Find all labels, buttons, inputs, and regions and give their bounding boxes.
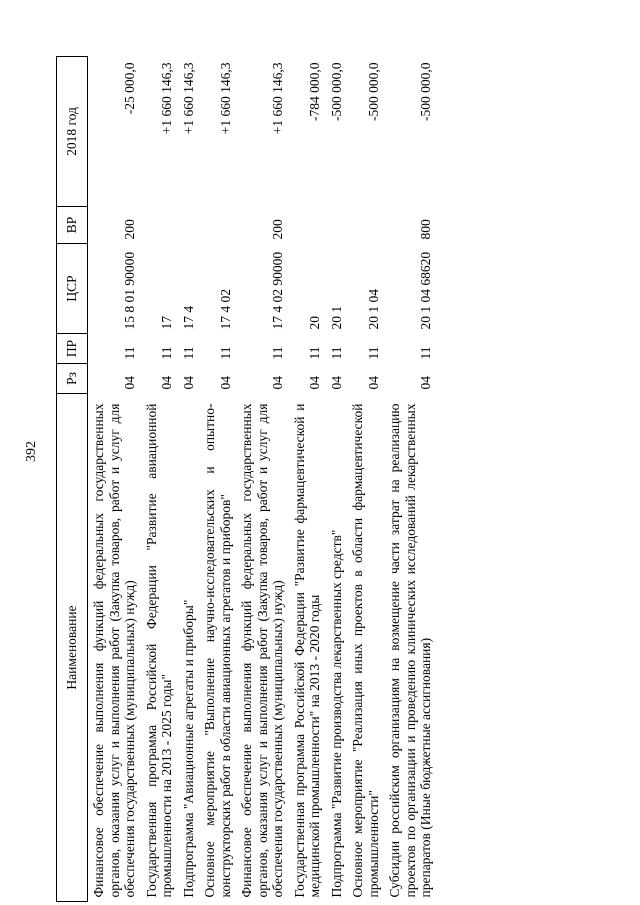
row-csr: 20 1 04 68620 bbox=[418, 251, 433, 330]
table-row bbox=[141, 57, 178, 902]
row-rz: 04 bbox=[307, 376, 322, 390]
row-vr bbox=[326, 207, 348, 244]
row-pr: 11 bbox=[418, 346, 433, 360]
row-rz: 04 bbox=[122, 376, 137, 390]
row-pr: 11 bbox=[159, 346, 174, 360]
row-vr bbox=[289, 207, 326, 244]
row-sum: -25 000,0 bbox=[122, 62, 137, 115]
row-csr: 17 4 02 bbox=[217, 289, 233, 330]
table-row bbox=[199, 57, 236, 902]
header-rz: Рз bbox=[57, 364, 88, 394]
row-rz: 04 bbox=[328, 376, 344, 390]
header-sum: 2018 год bbox=[57, 57, 88, 207]
row-vr bbox=[199, 207, 236, 244]
row-name: Финансовое обеспечение выполнения функций федеральных государственных органов, оказания услуг и выполнения работ (Закупка товаров, работ и услуг для обеспечения государственных (муниципальных) нужд) bbox=[239, 403, 285, 898]
table-row bbox=[289, 57, 326, 902]
row-rz: 04 bbox=[180, 376, 196, 390]
row-csr: 20 bbox=[307, 316, 322, 330]
row-vr: 200 bbox=[270, 219, 285, 240]
row-name: Основное мероприятие "Реализация иных проектов в области фармацевтической промышленности" bbox=[350, 403, 381, 898]
row-vr bbox=[347, 207, 384, 244]
row-rz: 04 bbox=[159, 376, 174, 390]
row-name: Субсидии российским организациям на возмещение части затрат на реализацию проектов по организации и проведению клинических исследований лекарственных препаратов (Иные бюджетные ассигнования) bbox=[387, 403, 433, 898]
budget-table bbox=[56, 56, 437, 902]
table-row bbox=[384, 57, 437, 902]
row-sum: +1 660 146,3 bbox=[270, 62, 285, 135]
row-vr bbox=[178, 207, 200, 244]
row-rz: 04 bbox=[270, 376, 285, 390]
row-pr: 11 bbox=[365, 346, 381, 360]
row-csr: 17 4 02 90000 bbox=[270, 251, 285, 330]
table-row bbox=[88, 57, 141, 902]
row-csr: 17 bbox=[159, 316, 174, 330]
row-vr: 800 bbox=[418, 219, 433, 240]
row-csr: 20 1 bbox=[328, 305, 344, 330]
table-row bbox=[347, 57, 384, 902]
row-csr: 20 1 04 bbox=[365, 289, 381, 330]
row-name: Подпрограмма "Авиационные агрегаты и приборы" bbox=[180, 599, 196, 898]
row-vr bbox=[141, 207, 178, 244]
row-pr: 11 bbox=[328, 346, 344, 360]
row-pr: 11 bbox=[217, 346, 233, 360]
header-name: Наименование bbox=[57, 394, 88, 902]
row-vr: 200 bbox=[122, 219, 137, 240]
row-sum: -500 000,0 bbox=[328, 62, 344, 121]
row-csr: 15 8 01 90000 bbox=[122, 251, 137, 330]
row-sum: -500 000,0 bbox=[418, 62, 433, 121]
row-sum: -500 000,0 bbox=[365, 62, 381, 121]
row-pr: 11 bbox=[307, 346, 322, 360]
row-name: Государственная программа Российской Федерации "Развитие авиационной промышленности на 2013 - 2025 годы" bbox=[143, 403, 174, 898]
row-pr: 11 bbox=[180, 346, 196, 360]
page-number: 392 bbox=[24, 441, 39, 462]
rotated-table-container bbox=[56, 57, 583, 902]
row-rz: 04 bbox=[418, 376, 433, 390]
header-pr: ПР bbox=[57, 334, 88, 364]
row-sum: -784 000,0 bbox=[307, 62, 322, 121]
row-sum: +1 660 146,3 bbox=[159, 62, 174, 135]
row-name: Государственная программа Российской Федерации "Развитие фармацевтической и медицинской промышленности" на 2013 - 2020 годы bbox=[291, 403, 322, 898]
row-csr: 17 4 bbox=[180, 305, 196, 330]
table-row bbox=[236, 57, 289, 902]
row-pr: 11 bbox=[270, 346, 285, 360]
row-rz: 04 bbox=[365, 376, 381, 390]
row-name: Основное мероприятие "Выполнение научно-исследовательских и опытно-конструкторских работ в области авиационных агрегатов и приборов" bbox=[202, 403, 233, 898]
header-vr: ВР bbox=[57, 207, 88, 244]
row-name: Финансовое обеспечение выполнения функций федеральных государственных органов, оказания услуг и выполнения работ (Закупка товаров, работ и услуг для обеспечения государственных (муниципальных) нужд) bbox=[91, 403, 137, 898]
table-header-row bbox=[57, 57, 88, 902]
row-sum: +1 660 146,3 bbox=[217, 62, 233, 135]
table-row bbox=[178, 57, 200, 902]
row-sum: +1 660 146,3 bbox=[180, 62, 196, 135]
table-row bbox=[326, 57, 348, 902]
row-rz: 04 bbox=[217, 376, 233, 390]
header-csr: ЦСР bbox=[57, 244, 88, 334]
row-name: Подпрограмма "Развитие производства лекарственных средств" bbox=[328, 529, 344, 898]
row-pr: 11 bbox=[122, 346, 137, 360]
